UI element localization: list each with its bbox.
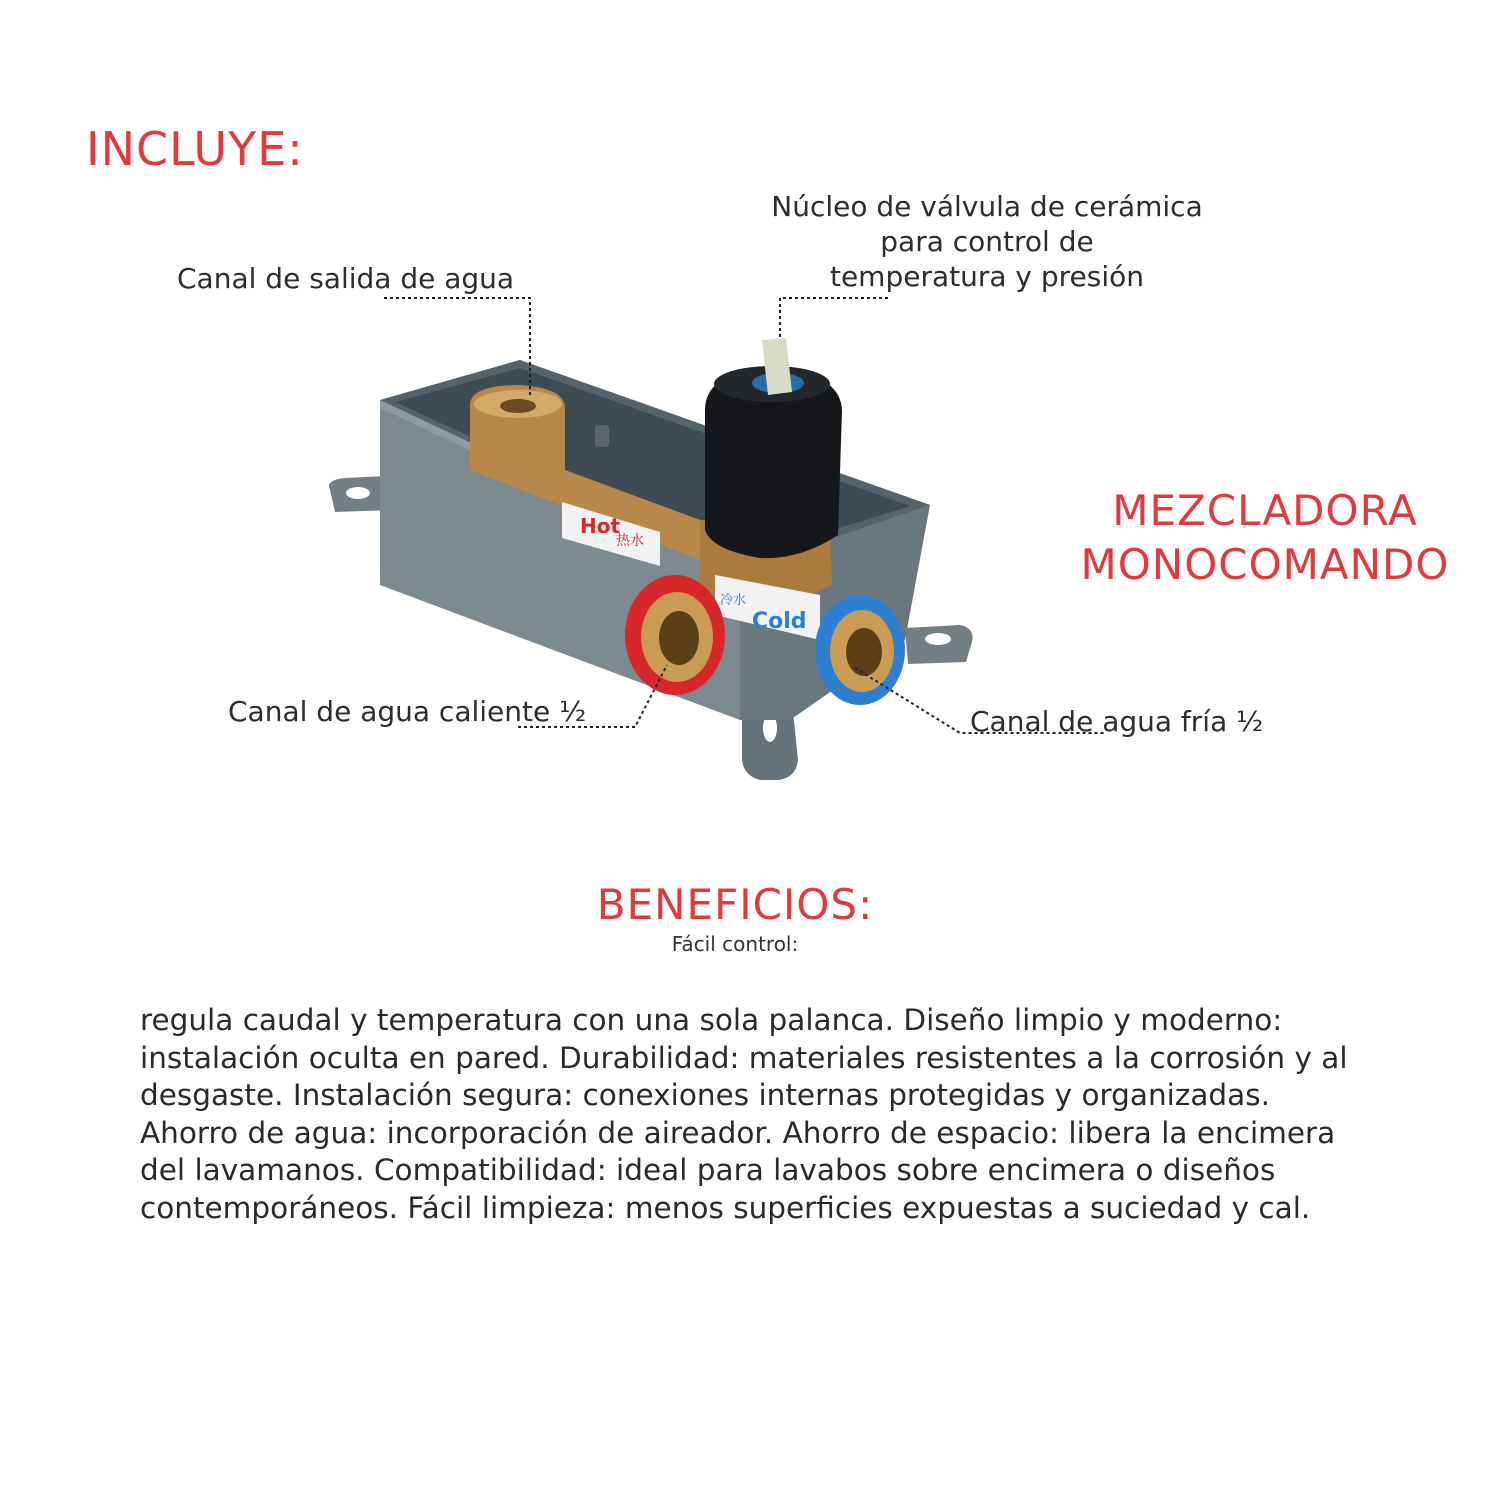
callout-valve-line-2: para control de: [880, 225, 1094, 258]
valve-cartridge: [705, 338, 842, 558]
hot-sticker-cn-label: 热水: [616, 533, 644, 549]
cold-inlet-port: [815, 595, 905, 705]
section-title-beneficios: BENEFICIOS:: [596, 880, 874, 929]
section-title-incluye: INCLUYE:: [86, 122, 304, 176]
product-title: [1040, 484, 1490, 592]
benefits-line-6: contemporáneos. Fácil limpieza: menos superficies expuestas a suciedad y cal.: [140, 1190, 1311, 1225]
callout-cold-water-channel: Canal de agua fría ½: [970, 705, 1264, 738]
benefits-line-1: regula caudal y temperatura con una sola palanca. Diseño limpio y moderno:: [140, 1003, 1283, 1037]
callout-valve-line-3: temperatura y presión: [829, 260, 1145, 293]
product-title-line-2: MONOCOMANDO: [1080, 540, 1450, 589]
callout-valve-line-1: Núcleo de válvula de cerámica: [771, 190, 1203, 223]
hot-inlet-port: [625, 575, 725, 695]
benefits-line-3: desgaste. Instalación segura: conexiones internas protegidas y organizadas.: [140, 1078, 1270, 1112]
callout-hot-water-channel: Canal de agua caliente ½: [228, 695, 587, 728]
benefits-line-4: Ahorro de agua: incorporación de aireador. Ahorro de espacio: libera la encimera: [140, 1115, 1336, 1150]
cold-sticker-label: Cold: [752, 609, 807, 634]
benefits-paragraph: [140, 1002, 1440, 1227]
benefits-line-5: del lavamanos. Compatibilidad: ideal para lavabos sobre encimera o diseños: [140, 1153, 1276, 1187]
callout-outlet-channel: Canal de salida de agua: [177, 262, 515, 295]
callout-ceramic-valve-core: [752, 189, 1222, 294]
benefits-line-2: instalación oculta en pared. Durabilidad: materiales resistentes a la corrosión y al: [140, 1040, 1348, 1075]
benefits-subtitle: Fácil control:: [671, 932, 799, 956]
cold-sticker-cn-label: 冷水: [720, 593, 747, 608]
hot-sticker-label: Hot: [580, 514, 621, 538]
valve-leader-line: [780, 298, 888, 340]
product-title-line-1: MEZCLADORA: [1112, 486, 1418, 535]
